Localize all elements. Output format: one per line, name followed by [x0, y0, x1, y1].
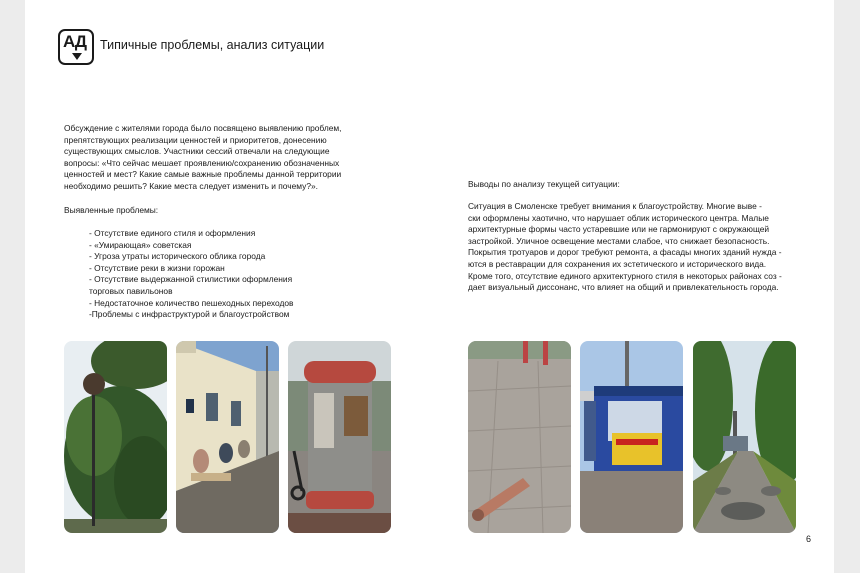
- conclusions-line: дает визуальный диссонанс, что влияет на общий и привлекательность города.: [468, 282, 779, 293]
- discussion-paragraph: [64, 123, 342, 193]
- conclusions-line: Кроме того, отсутствие единого архитектурного стиля в некоторых районах соз -: [468, 270, 782, 281]
- conclusions-line: Покрытия тротуаров и дорог требуют ремонта, а фасады многих зданий нужда -: [468, 247, 782, 258]
- list-item: - Отсутствие выдержанной стилистики оформления: [89, 274, 293, 285]
- list-item: -Проблемы с инфраструктурой и благоустройством: [89, 309, 290, 320]
- street-lamp-trees-photo: [64, 341, 167, 533]
- kiosk-photo: [580, 341, 683, 533]
- problems-list: [89, 228, 294, 321]
- discussion-line: ценностей и мест? Какие самые важные проблемы данной территории: [64, 169, 342, 180]
- problems-heading: Выявленные проблемы:: [64, 205, 159, 215]
- list-item: - Недостаточное количество пешеходных переходов: [89, 297, 294, 308]
- conclusions-line: застройкой. Уличное освещение местами слабое, что снижает безопасность.: [468, 235, 770, 246]
- conclusions-paragraph: [468, 201, 782, 294]
- potholed-road-photo: [693, 341, 796, 533]
- document-page: [25, 0, 834, 573]
- conclusions-line: архитектурные формы часто устаревшие или не гармонируют с окружающей: [468, 224, 770, 235]
- list-item: торговых павильонов: [89, 285, 173, 296]
- conclusions-heading: Выводы по анализу текущей ситуации:: [468, 179, 620, 189]
- logo-triangle-icon: [72, 53, 82, 60]
- logo: [58, 29, 94, 65]
- advertising-column-photo: [288, 341, 391, 533]
- conclusions-line: Ситуация в Смоленске требует внимания к благоустройству. Многие выве -: [468, 201, 762, 211]
- sidewalk-pipe-photo: [468, 341, 571, 533]
- list-item: - Угроза утраты исторического облика города: [89, 251, 266, 262]
- discussion-line: существующих смыслов. Участники сессий отвечали на следующие: [64, 146, 330, 157]
- logo-mark: АД: [63, 32, 87, 51]
- list-item: - Отсутствие единого стиля и оформления: [89, 228, 256, 238]
- conclusions-line: ски оформлены хаотично, что нарушает облик исторического центра. Малые: [468, 212, 769, 223]
- street-vendors-photo: [176, 341, 279, 533]
- page-title: Типичные проблемы, анализ ситуации: [100, 38, 325, 52]
- discussion-line: Обсуждение с жителями города было посвящено выявлению проблем,: [64, 123, 342, 133]
- conclusions-line: ются в реставрации для сохранения их эстетического и исторического вида.: [468, 258, 767, 269]
- discussion-line: вопросы: «Что сейчас мешает проявлению/сохранению обозначенных: [64, 157, 340, 168]
- discussion-line: препятствующих реализации ценностей и приоритетов, донесению: [64, 134, 327, 145]
- page-number: 6: [806, 534, 812, 544]
- list-item: - «Умирающая» советская: [89, 239, 192, 250]
- list-item: - Отсутствие реки в жизни горожан: [89, 262, 225, 273]
- discussion-line: необходимо решить? Какие места следует изменить и почему?».: [64, 180, 318, 191]
